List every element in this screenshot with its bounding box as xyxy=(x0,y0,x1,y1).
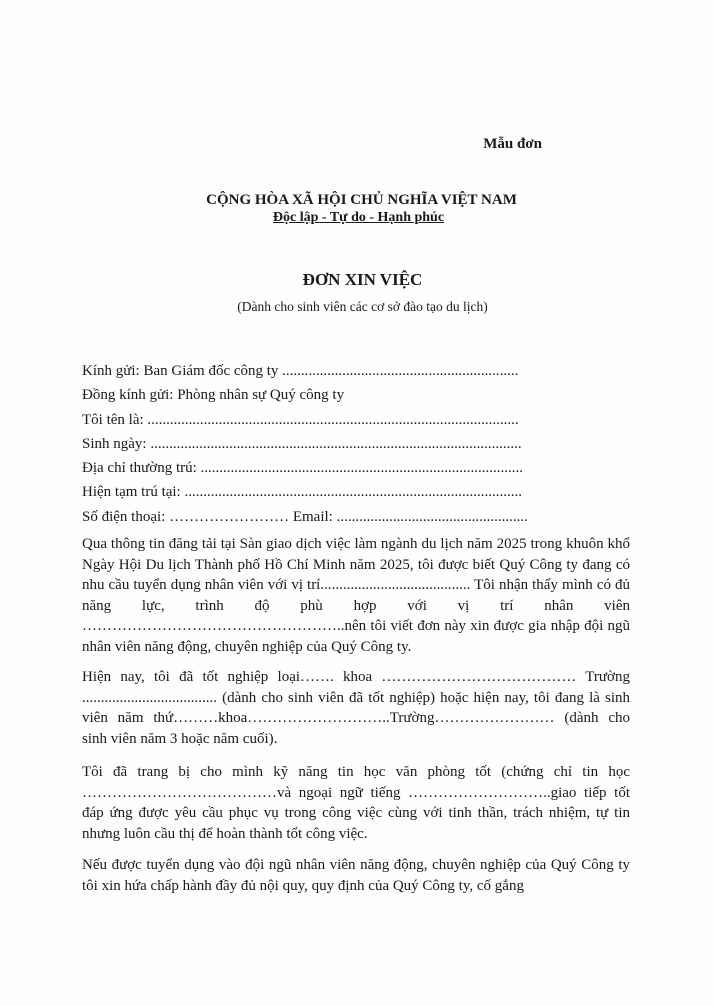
paragraph-commitment: Nếu được tuyển dụng vào đội ngũ nhân viên năng động, chuyên nghiệp của Quý Công ty tôi xin hứa chấp hành đầy đủ nội quy, quy định của Quý Công ty, cố gắng xyxy=(82,857,630,894)
field-cc-recipient: Đồng kính gửi: Phòng nhân sự Quý công ty xyxy=(82,387,345,404)
national-motto: Độc lập - Tự do - Hạnh phúc xyxy=(272,210,445,225)
field-recipient: Kính gửi: Ban Giám đốc công ty ............................................................... xyxy=(82,363,519,379)
form-label: Mẫu đơn xyxy=(483,136,542,152)
paragraph-intro: Qua thông tin đăng tải tại Sàn giao dịch việc làm ngành du lịch năm 2025 trong khuôn khổ Ngày Hội Du lịch Thành phố Hồ Chí Minh năm 2025, tôi được biết Quý Công ty đang có nhu cầu tuyển dụng nhân viên với vị trí........................................ Tôi nhận thấy mình có đủ năng lực, trình độ phù hợp với vị trí nhân viên ……………………………………………..nên tôi viết đơn này xin được gia nhập đội ngũ nhân viên năng động, chuyên nghiệp của Quý Công ty. xyxy=(82,536,630,655)
field-birth-date: Sinh ngày: ................................................................................................... xyxy=(82,435,522,452)
field-temporary-address: Hiện tạm trú tại: .......................................................................................... xyxy=(82,484,522,501)
letter-body xyxy=(82,360,630,896)
national-title: CỘNG HÒA XÃ HỘI CHỦ NGHĨA VIỆT NAM xyxy=(206,192,517,208)
paragraph-education: Hiện nay, tôi đã tốt nghiệp loại……. khoa ………………………………… Trường .................................... (dành cho sinh viên đã tốt nghiệp) hoặc hiện nay, tôi đang là sinh viên năm thứ………khoa………………………..Trường…………………… (dành cho sinh viên năm 3 hoặc năm cuối). xyxy=(82,669,630,747)
field-phone-email: Số điện thoại: …………………… Email: ................................................... xyxy=(82,508,528,525)
field-permanent-address: Địa chỉ thường trú: ...................................................................................... xyxy=(82,460,524,477)
document-subtitle: (Dành cho sinh viên các cơ sở đào tạo du lịch) xyxy=(237,299,488,314)
paragraph-skills: Tôi đã trang bị cho mình kỹ năng tin học văn phòng tốt (chứng chỉ tin học …………………………………và ngoại ngữ tiếng ………………………..giao tiếp tốt đáp ứng được yêu cầu phục vụ trong công việc cùng với tinh thần, trách nhiệm, tự tin nhưng luôn cầu thị để hoàn thành tốt công việc. xyxy=(82,764,630,842)
field-name: Tôi tên là: ................................................................................................... xyxy=(82,411,519,428)
document-title: ĐƠN XIN VIỆC xyxy=(302,270,423,289)
